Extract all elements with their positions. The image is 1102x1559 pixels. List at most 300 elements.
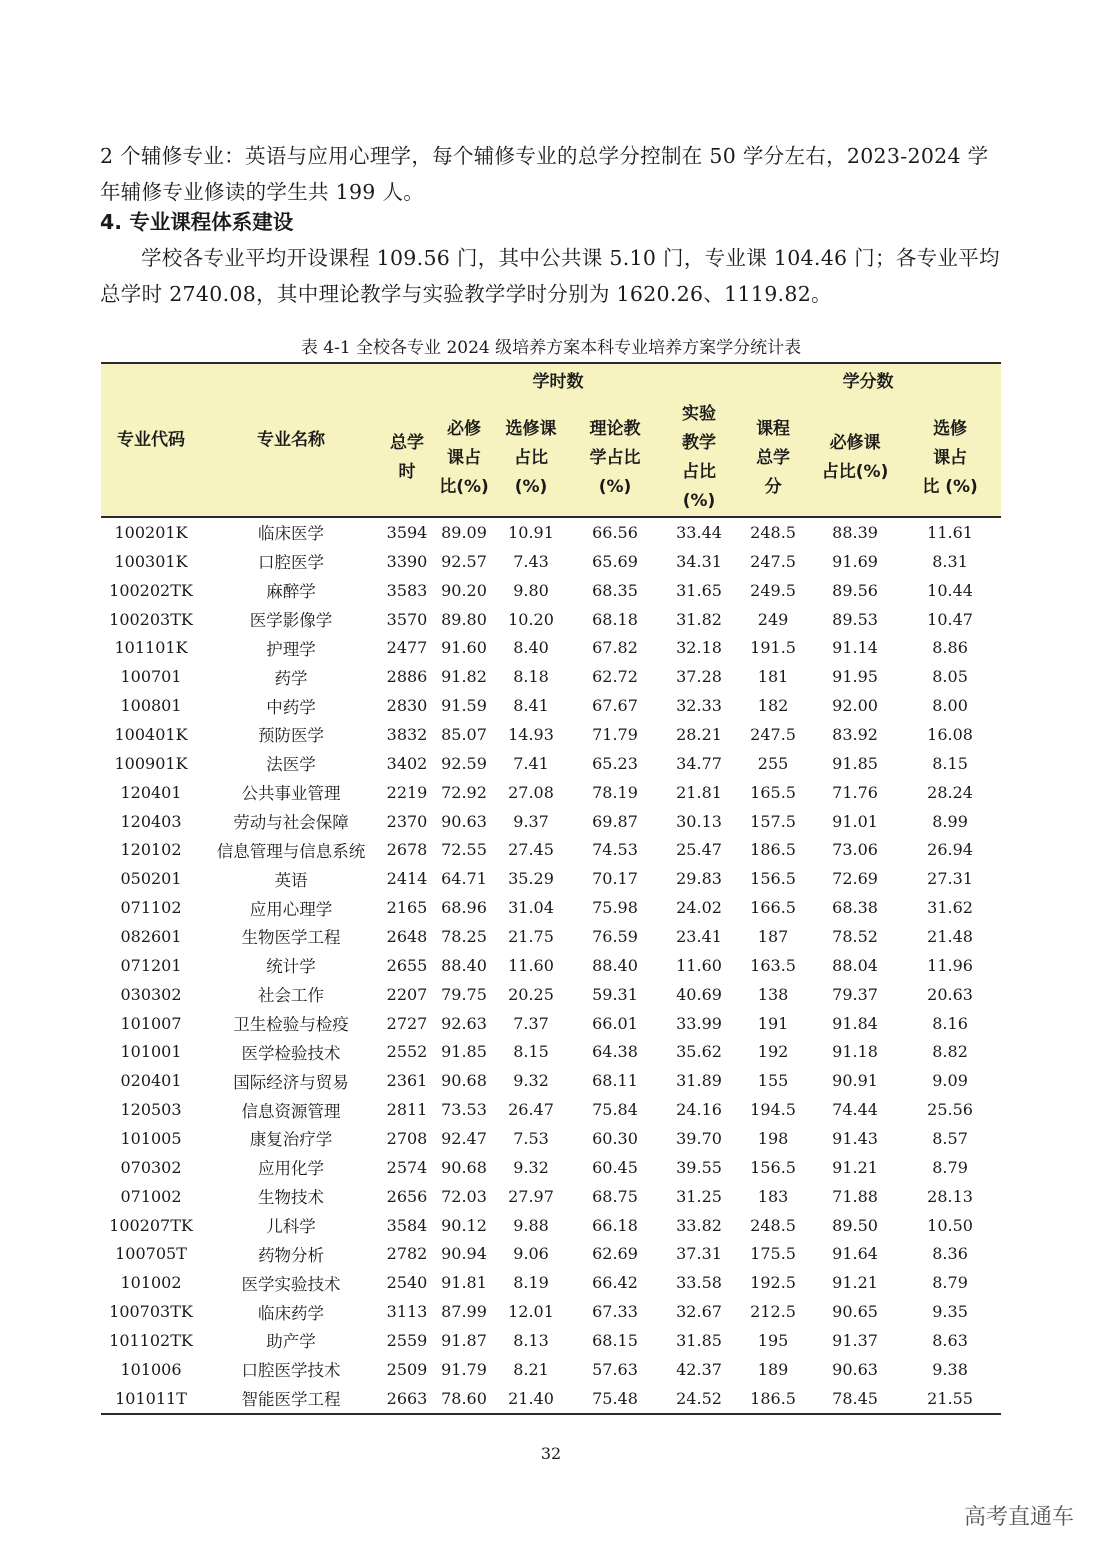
cell-total-hours: 2477 (386, 638, 428, 658)
cell-total-hours: 2678 (386, 840, 428, 860)
cell-elective-credits-pct: 9.35 (932, 1302, 968, 1322)
cell-lab-pct: 32.18 (676, 638, 722, 658)
cell-code: 120403 (120, 811, 182, 831)
table-row (101, 1297, 1001, 1326)
table-row (101, 807, 1001, 836)
cell-lab-pct: 42.37 (676, 1359, 722, 1379)
table-row (101, 835, 1001, 864)
cell-required-credits-pct: 91.37 (832, 1330, 878, 1350)
table-row (101, 980, 1001, 1009)
cell-required-credits-pct: 71.76 (832, 782, 878, 802)
cell-elective-hours-pct: 27.45 (508, 840, 554, 860)
cell-code: 120503 (120, 1100, 182, 1120)
cell-lab-pct: 24.52 (663, 1384, 735, 1414)
cell-elective-hours-pct: 8.21 (513, 1359, 549, 1379)
cell-name: 医学检验技术 (241, 1043, 341, 1063)
cell-total-credits: 182 (757, 696, 789, 716)
cell-total-hours: 2574 (386, 1157, 428, 1177)
cell-elective-credits-pct: 21.55 (899, 1384, 1001, 1414)
header-total-hours: 总学 时 (381, 400, 433, 517)
table-row (101, 517, 1001, 547)
cell-required-credits-pct: 91.21 (832, 1157, 878, 1177)
paragraph-course-system: 学校各专业平均开设课程 109.56 门，其中公共课 5.10 门，专业课 104.46 门；各专业平均总学时 2740.08，其中理论教学与实验教学学时分别为 1620.26、1119.82。 (100, 246, 1000, 306)
cell-lab-pct: 33.58 (676, 1273, 722, 1293)
cell-elective-credits-pct: 8.79 (932, 1157, 968, 1177)
cell-total-hours: 2886 (386, 667, 428, 687)
cell-name: 国际经济与贸易 (233, 1072, 349, 1092)
table-row (101, 893, 1001, 922)
cell-theory-pct: 68.15 (592, 1330, 638, 1350)
cell-lab-pct: 40.69 (676, 984, 722, 1004)
header-required-credits-pct: 必修课 占比(%) (811, 400, 899, 517)
cell-elective-hours-pct: 27.08 (508, 782, 554, 802)
cell-elective-credits-pct: 8.00 (932, 696, 968, 716)
cell-lab-pct: 31.25 (676, 1186, 722, 1206)
cell-required-hours-pct: 78.25 (441, 926, 487, 946)
cell-elective-hours-pct: 26.47 (508, 1100, 554, 1120)
cell-theory-pct: 65.23 (592, 753, 638, 773)
table-row (101, 1153, 1001, 1182)
cell-name: 英语 (274, 870, 308, 890)
cell-required-hours-pct: 78.60 (433, 1384, 495, 1414)
cell-total-credits: 189 (757, 1359, 789, 1379)
cell-total-credits: 181 (757, 667, 789, 687)
watermark: 高考直通车 (963, 1505, 1074, 1530)
cell-required-credits-pct: 91.43 (832, 1128, 878, 1148)
cell-elective-hours-pct: 10.20 (508, 609, 554, 629)
table-row (101, 1095, 1001, 1124)
table-row (101, 951, 1001, 980)
cell-total-credits: 248.5 (750, 522, 796, 542)
cell-required-hours-pct: 90.68 (441, 1157, 487, 1177)
cell-required-hours-pct: 89.80 (441, 609, 487, 629)
cell-elective-hours-pct: 21.40 (495, 1384, 567, 1414)
cell-total-credits: 247.5 (750, 724, 796, 744)
cell-total-hours: 2414 (386, 869, 428, 889)
cell-elective-credits-pct: 8.63 (932, 1330, 968, 1350)
cell-code: 100203TK (109, 609, 193, 629)
cell-theory-pct: 75.48 (567, 1384, 663, 1414)
cell-name: 药学 (274, 668, 308, 688)
cell-elective-hours-pct: 7.37 (513, 1013, 549, 1033)
cell-total-hours: 3390 (386, 551, 428, 571)
cell-required-credits-pct: 90.91 (832, 1071, 878, 1091)
cell-required-credits-pct: 88.04 (832, 955, 878, 975)
cell-theory-pct: 68.35 (592, 580, 638, 600)
cell-required-credits-pct: 72.69 (832, 869, 878, 889)
cell-theory-pct: 70.17 (592, 869, 638, 889)
cell-elective-credits-pct: 11.96 (927, 955, 973, 975)
table-body (101, 517, 1001, 1414)
cell-required-credits-pct: 90.65 (832, 1302, 878, 1322)
cell-elective-credits-pct: 31.62 (927, 898, 973, 918)
cell-lab-pct: 25.47 (676, 840, 722, 860)
table-row (101, 1182, 1001, 1211)
table-row (101, 1355, 1001, 1384)
section-heading: 4. 专业课程体系建设 (100, 210, 294, 234)
cell-elective-credits-pct: 11.61 (927, 522, 973, 542)
table-row (101, 720, 1001, 749)
cell-lab-pct: 37.28 (676, 667, 722, 687)
cell-theory-pct: 66.42 (592, 1273, 638, 1293)
cell-total-credits: 163.5 (750, 955, 796, 975)
cell-elective-hours-pct: 10.91 (508, 522, 554, 542)
cell-code: 071201 (120, 955, 182, 975)
cell-required-hours-pct: 92.47 (441, 1128, 487, 1148)
cell-required-credits-pct: 89.53 (832, 609, 878, 629)
cell-theory-pct: 57.63 (592, 1359, 638, 1379)
cell-elective-credits-pct: 9.38 (932, 1359, 968, 1379)
cell-lab-pct: 34.31 (676, 551, 722, 571)
cell-code: 100705T (115, 1244, 187, 1264)
cell-total-credits: 138 (757, 984, 789, 1004)
cell-required-hours-pct: 89.09 (441, 522, 487, 542)
cell-total-credits: 183 (757, 1186, 789, 1206)
cell-name: 药物分析 (258, 1245, 324, 1265)
cell-theory-pct: 65.69 (592, 551, 638, 571)
cell-elective-hours-pct: 8.19 (513, 1273, 549, 1293)
cell-name: 劳动与社会保障 (233, 813, 349, 833)
cell-total-hours: 3583 (386, 580, 428, 600)
cell-elective-hours-pct: 7.41 (513, 753, 549, 773)
cell-theory-pct: 67.33 (592, 1302, 638, 1322)
cell-elective-credits-pct: 21.48 (927, 926, 973, 946)
cell-required-credits-pct: 91.21 (832, 1273, 878, 1293)
cell-name: 口腔医学 (258, 553, 324, 573)
cell-lab-pct: 39.70 (676, 1128, 722, 1148)
cell-lab-pct: 31.82 (676, 609, 722, 629)
cell-total-credits: 156.5 (750, 869, 796, 889)
cell-elective-hours-pct: 8.18 (513, 667, 549, 687)
cell-elective-hours-pct: 8.13 (513, 1330, 549, 1350)
table-row (101, 1009, 1001, 1038)
cell-lab-pct: 33.82 (676, 1215, 722, 1235)
cell-code: 030302 (120, 984, 182, 1004)
cell-lab-pct: 28.21 (676, 724, 722, 744)
cell-lab-pct: 23.41 (676, 926, 722, 946)
cell-elective-credits-pct: 28.24 (927, 782, 973, 802)
cell-name: 应用化学 (258, 1159, 324, 1179)
cell-total-credits: 195 (757, 1330, 789, 1350)
table-row (101, 922, 1001, 951)
header-total-credits: 课程 总学 分 (735, 400, 811, 517)
cell-name: 麻醉学 (266, 582, 316, 602)
cell-required-credits-pct: 89.50 (832, 1215, 878, 1235)
cell-lab-pct: 35.62 (676, 1042, 722, 1062)
header-elective-credits-pct: 选修 课占 比 (%) (899, 400, 1001, 517)
table-row (101, 1384, 1001, 1414)
cell-name: 卫生检验与检疫 (233, 1015, 349, 1035)
cell-elective-hours-pct: 8.15 (513, 1042, 549, 1062)
cell-theory-pct: 66.18 (592, 1215, 638, 1235)
cell-total-hours: 2219 (386, 782, 428, 802)
cell-lab-pct: 30.13 (676, 811, 722, 831)
table-row (101, 864, 1001, 893)
cell-required-credits-pct: 92.00 (832, 696, 878, 716)
cell-required-hours-pct: 85.07 (441, 724, 487, 744)
cell-code: 100202TK (109, 580, 193, 600)
cell-elective-hours-pct: 21.75 (508, 926, 554, 946)
cell-total-hours: 2207 (386, 984, 428, 1004)
cell-required-hours-pct: 92.63 (441, 1013, 487, 1033)
cell-code: 100201K (114, 522, 188, 542)
cell-total-hours: 2370 (386, 811, 428, 831)
cell-lab-pct: 31.89 (676, 1071, 722, 1091)
cell-theory-pct: 68.75 (592, 1186, 638, 1206)
cell-total-hours: 2727 (386, 1013, 428, 1033)
cell-elective-credits-pct: 16.08 (927, 724, 973, 744)
cell-elective-credits-pct: 20.63 (927, 984, 973, 1004)
cell-required-credits-pct: 91.95 (832, 667, 878, 687)
cell-required-credits-pct: 91.85 (832, 753, 878, 773)
cell-name: 临床药学 (258, 1303, 324, 1323)
cell-code: 100207TK (109, 1215, 193, 1235)
cell-required-hours-pct: 79.75 (441, 984, 487, 1004)
cell-name: 护理学 (266, 639, 316, 659)
cell-theory-pct: 67.82 (592, 638, 638, 658)
table-row (101, 1124, 1001, 1153)
cell-lab-pct: 32.67 (676, 1302, 722, 1322)
table-row (101, 1326, 1001, 1355)
cell-required-hours-pct: 88.40 (441, 955, 487, 975)
cell-required-hours-pct: 91.82 (441, 667, 487, 687)
header-required-hours-pct: 必修 课占 比(%) (433, 400, 495, 517)
cell-total-credits: 249.5 (750, 580, 796, 600)
cell-total-credits: 157.5 (750, 811, 796, 831)
cell-lab-pct: 33.44 (676, 522, 722, 542)
cell-name: 康复治疗学 (249, 1130, 333, 1150)
credit-statistics-table (101, 362, 1001, 1415)
cell-required-hours-pct: 90.63 (441, 811, 487, 831)
cell-theory-pct: 66.01 (592, 1013, 638, 1033)
cell-required-hours-pct: 90.94 (441, 1244, 487, 1264)
cell-code: 101005 (120, 1128, 182, 1148)
cell-name: 生物技术 (258, 1188, 324, 1208)
cell-total-credits: 186.5 (750, 840, 796, 860)
cell-code: 082601 (120, 926, 182, 946)
cell-total-hours: 2361 (386, 1071, 428, 1091)
cell-required-credits-pct: 91.01 (832, 811, 878, 831)
table-row (101, 691, 1001, 720)
cell-code: 101011T (101, 1384, 201, 1414)
cell-elective-credits-pct: 10.44 (927, 580, 973, 600)
cell-total-credits: 198 (757, 1128, 789, 1148)
cell-required-hours-pct: 91.85 (441, 1042, 487, 1062)
page-number: 32 (540, 1444, 562, 1463)
cell-elective-credits-pct: 25.56 (927, 1100, 973, 1120)
cell-theory-pct: 59.31 (592, 984, 638, 1004)
cell-total-hours: 2655 (386, 955, 428, 975)
cell-elective-credits-pct: 8.05 (932, 667, 968, 687)
cell-total-hours: 3594 (386, 522, 428, 542)
cell-required-credits-pct: 74.44 (832, 1100, 878, 1120)
cell-required-hours-pct: 90.20 (441, 580, 487, 600)
cell-code: 120102 (120, 840, 182, 860)
cell-required-hours-pct: 91.81 (441, 1273, 487, 1293)
paragraph-minor-programs: 2 个辅修专业：英语与应用心理学，每个辅修专业的总学分控制在 50 学分左右，2023-2024 学年辅修专业修读的学生共 199 人。 (100, 144, 989, 204)
header-group-hours: 学时数 (381, 363, 735, 400)
cell-required-hours-pct: 72.92 (441, 782, 487, 802)
table-row (101, 1211, 1001, 1240)
cell-name: 儿科学 (266, 1217, 316, 1237)
cell-name: 医学实验技术 (241, 1274, 341, 1294)
cell-required-credits-pct: 91.18 (832, 1042, 878, 1062)
cell-elective-hours-pct: 8.41 (513, 696, 549, 716)
cell-lab-pct: 11.60 (676, 955, 722, 975)
cell-code: 101102TK (109, 1330, 193, 1350)
cell-required-hours-pct: 73.53 (441, 1100, 487, 1120)
cell-theory-pct: 60.30 (592, 1128, 638, 1148)
cell-total-credits: 156.5 (750, 1157, 796, 1177)
cell-total-credits: 191 (757, 1013, 789, 1033)
cell-theory-pct: 75.98 (592, 898, 638, 918)
cell-name: 法医学 (266, 755, 316, 775)
cell-elective-hours-pct: 31.04 (508, 898, 554, 918)
cell-name: 助产学 (266, 1332, 316, 1352)
header-theory-pct: 理论教 学占比 (%) (567, 400, 663, 517)
cell-total-credits: 192.5 (750, 1273, 796, 1293)
cell-total-hours: 2509 (386, 1359, 428, 1379)
cell-total-credits: 249 (757, 609, 789, 629)
cell-lab-pct: 39.55 (676, 1157, 722, 1177)
cell-required-hours-pct: 87.99 (441, 1302, 487, 1322)
header-lab-pct: 实验 教学 占比 (%) (663, 400, 735, 517)
cell-theory-pct: 74.53 (592, 840, 638, 860)
cell-elective-hours-pct: 9.32 (513, 1071, 549, 1091)
cell-name: 统计学 (266, 957, 316, 977)
cell-total-hours: 3570 (386, 609, 428, 629)
cell-name: 中药学 (266, 697, 316, 717)
cell-required-credits-pct: 88.39 (832, 522, 878, 542)
cell-name: 口腔医学技术 (241, 1361, 341, 1381)
cell-name: 公共事业管理 (241, 784, 341, 804)
cell-code: 100801 (120, 696, 182, 716)
cell-elective-hours-pct: 9.37 (513, 811, 549, 831)
cell-code: 020401 (120, 1071, 182, 1091)
cell-elective-credits-pct: 8.86 (932, 638, 968, 658)
cell-total-hours: 3832 (386, 724, 428, 744)
cell-required-hours-pct: 90.12 (441, 1215, 487, 1235)
cell-theory-pct: 76.59 (592, 926, 638, 946)
cell-required-hours-pct: 90.68 (441, 1071, 487, 1091)
cell-name: 预防医学 (258, 726, 324, 746)
cell-code: 070302 (120, 1157, 182, 1177)
cell-theory-pct: 78.19 (592, 782, 638, 802)
cell-code: 101006 (120, 1359, 182, 1379)
cell-total-hours: 2663 (381, 1384, 433, 1414)
cell-required-credits-pct: 89.56 (832, 580, 878, 600)
table-row (101, 778, 1001, 807)
cell-required-hours-pct: 92.57 (441, 551, 487, 571)
header-code: 专业代码 (101, 363, 201, 517)
cell-code: 050201 (120, 869, 182, 889)
cell-total-credits: 212.5 (750, 1302, 796, 1322)
cell-lab-pct: 31.65 (676, 580, 722, 600)
cell-total-credits: 192 (757, 1042, 789, 1062)
cell-theory-pct: 62.72 (592, 667, 638, 687)
cell-lab-pct: 34.77 (676, 753, 722, 773)
cell-required-hours-pct: 64.71 (441, 869, 487, 889)
cell-elective-hours-pct: 9.32 (513, 1157, 549, 1177)
cell-elective-hours-pct: 35.29 (508, 869, 554, 889)
cell-elective-credits-pct: 8.79 (932, 1273, 968, 1293)
cell-lab-pct: 29.83 (676, 869, 722, 889)
cell-elective-credits-pct: 8.99 (932, 811, 968, 831)
cell-total-hours: 2165 (386, 898, 428, 918)
cell-total-credits: 186.5 (735, 1384, 811, 1414)
cell-elective-hours-pct: 7.43 (513, 551, 549, 571)
cell-total-credits: 155 (757, 1071, 789, 1091)
cell-required-hours-pct: 91.59 (441, 696, 487, 716)
cell-required-hours-pct: 72.55 (441, 840, 487, 860)
cell-elective-credits-pct: 8.82 (932, 1042, 968, 1062)
cell-required-hours-pct: 91.87 (441, 1330, 487, 1350)
cell-code: 100901K (114, 753, 188, 773)
table-row (101, 1066, 1001, 1095)
cell-required-credits-pct: 90.63 (832, 1359, 878, 1379)
cell-elective-credits-pct: 9.09 (932, 1071, 968, 1091)
cell-name: 信息资源管理 (241, 1101, 341, 1121)
cell-total-hours: 2656 (386, 1186, 428, 1206)
table-row (101, 576, 1001, 605)
cell-theory-pct: 64.38 (592, 1042, 638, 1062)
cell-theory-pct: 67.67 (592, 696, 638, 716)
cell-elective-credits-pct: 8.31 (932, 551, 968, 571)
cell-elective-credits-pct: 28.13 (927, 1186, 973, 1206)
cell-code: 071002 (120, 1186, 182, 1206)
cell-total-credits: 191.5 (750, 638, 796, 658)
cell-theory-pct: 68.18 (592, 609, 638, 629)
cell-elective-credits-pct: 8.16 (932, 1013, 968, 1033)
cell-required-credits-pct: 73.06 (832, 840, 878, 860)
cell-total-credits: 187 (757, 926, 789, 946)
cell-total-credits: 248.5 (750, 1215, 796, 1235)
cell-code: 100301K (114, 551, 188, 571)
cell-code: 100401K (114, 724, 188, 744)
cell-lab-pct: 31.85 (676, 1330, 722, 1350)
cell-code: 101001 (120, 1042, 182, 1062)
header-elective-hours-pct: 选修课 占比 (%) (495, 400, 567, 517)
cell-elective-hours-pct: 12.01 (508, 1302, 554, 1322)
cell-elective-hours-pct: 9.80 (513, 580, 549, 600)
cell-code: 120401 (120, 782, 182, 802)
cell-total-hours: 2708 (386, 1128, 428, 1148)
cell-required-credits-pct: 68.38 (832, 898, 878, 918)
cell-theory-pct: 69.87 (592, 811, 638, 831)
cell-required-credits-pct: 71.88 (832, 1186, 878, 1206)
cell-name: 临床医学 (258, 524, 324, 544)
cell-required-credits-pct: 78.45 (811, 1384, 899, 1414)
cell-total-credits: 175.5 (750, 1244, 796, 1264)
cell-name: 应用心理学 (249, 899, 333, 919)
table-row (101, 749, 1001, 778)
cell-total-hours: 3113 (386, 1302, 428, 1322)
table-header (101, 363, 1001, 517)
cell-total-credits: 255 (757, 753, 789, 773)
cell-elective-hours-pct: 9.06 (513, 1244, 549, 1264)
cell-total-hours: 2552 (386, 1042, 428, 1062)
cell-total-hours: 2830 (386, 696, 428, 716)
cell-theory-pct: 88.40 (592, 955, 638, 975)
cell-theory-pct: 75.84 (592, 1100, 638, 1120)
cell-lab-pct: 33.99 (676, 1013, 722, 1033)
cell-code: 100701 (120, 667, 182, 687)
cell-lab-pct: 24.02 (676, 898, 722, 918)
cell-total-credits: 247.5 (750, 551, 796, 571)
cell-lab-pct: 37.31 (676, 1244, 722, 1264)
table-row (101, 1037, 1001, 1066)
cell-required-hours-pct: 91.79 (441, 1359, 487, 1379)
